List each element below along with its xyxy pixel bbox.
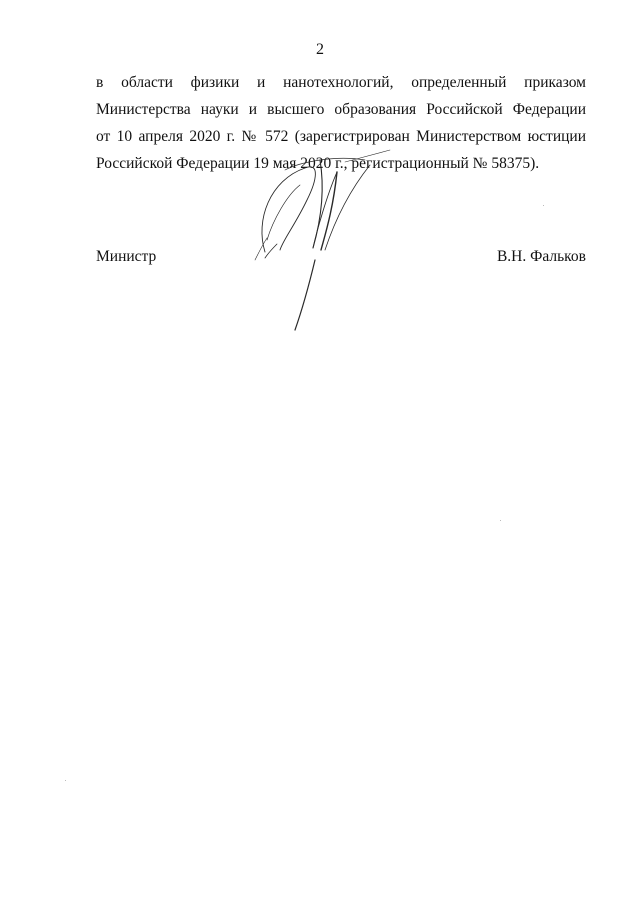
- paragraph-line-1: в области физики и нанотехнологий, определенный приказом: [96, 74, 586, 91]
- paragraph-line-4: Российской Федерации 19 мая 2020 г., регистрационный № 58375).: [96, 155, 540, 172]
- scan-speck: [65, 780, 66, 781]
- page-number: 2: [316, 41, 324, 58]
- scan-speck: [500, 520, 501, 521]
- body-paragraph: [96, 69, 586, 177]
- signature-block: [96, 246, 586, 268]
- paragraph-line-3: от 10 апреля 2020 г. № 572 (зарегистрирован Министерством юстиции: [96, 128, 586, 145]
- signatory-title: Министр: [96, 248, 157, 265]
- paragraph-line-2: Министерства науки и высшего образования Российской Федерации: [96, 101, 586, 118]
- scan-speck: [543, 205, 544, 206]
- signatory-name: В.Н. Фальков: [496, 248, 586, 265]
